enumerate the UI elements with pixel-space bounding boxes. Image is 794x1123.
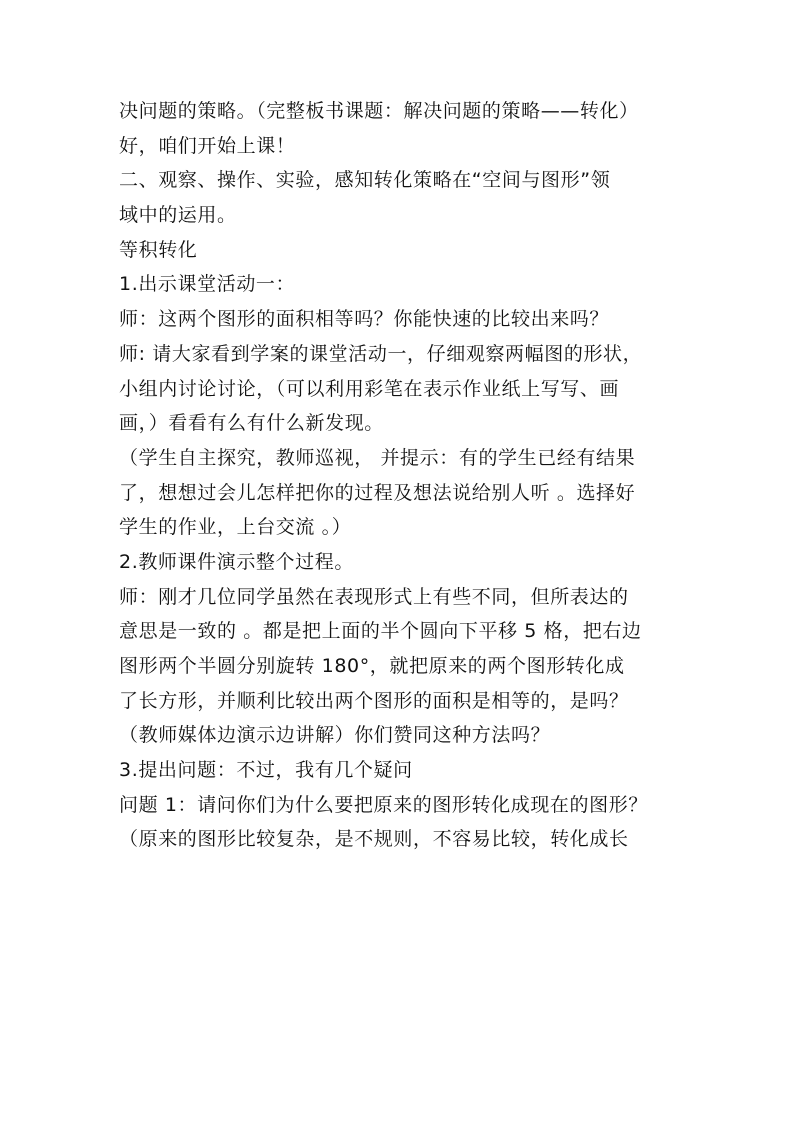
text-line-22: （原来的图形比较复杂，是不规则，不容易比较，转化成长 xyxy=(119,828,629,851)
text-line-19: （教师媒体边演示边讲解）你们赞同这种方法吗？ xyxy=(119,724,551,747)
text-line-3: 二、观察、操作、实验，感知转化策略在“空间与图形”领 xyxy=(119,169,611,192)
text-line-2: 好，咱们开始上课！ xyxy=(119,134,296,157)
text-line-12: 了，想想过会儿怎样把你的过程及想法说给别人听 。选择好 xyxy=(119,481,636,504)
text-line-20: 3.提出问题：不过，我有几个疑问 xyxy=(119,759,413,782)
text-line-7: 师：这两个图形的面积相等吗？你能快速的比较出来吗？ xyxy=(119,308,610,331)
text-line-4: 域中的运用。 xyxy=(119,204,237,227)
text-line-11: （学生自主探究，教师巡视， 并提示：有的学生已经有结果 xyxy=(119,446,636,469)
text-line-18: 了长方形，并顺利比较出两个图形的面积是相等的，是吗？ xyxy=(119,689,629,712)
text-line-6: 1.出示课堂活动一： xyxy=(119,273,296,296)
text-line-9: 小组内讨论讨论，（可以利用彩笔在表示作业纸上写写、画 xyxy=(119,377,620,400)
text-line-10: 画，）看看有么有什么新发现。 xyxy=(119,412,384,435)
text-line-1: 决问题的策略。（完整板书课题：解决问题的策略——转化） xyxy=(119,100,639,122)
text-line-16: 意思是一致的 。都是把上面的半个圆向下平移 5 格，把右边 xyxy=(119,620,642,643)
text-line-15: 师：刚才几位同学虽然在表现形式上有些不同，但所表达的 xyxy=(119,585,629,608)
text-line-5: 等积转化 xyxy=(119,238,198,261)
text-line-13: 学生的作业，上台交流 。） xyxy=(119,516,352,539)
text-line-14: 2.教师课件演示整个过程。 xyxy=(119,550,354,573)
text-line-21: 问题 1：请问你们为什么要把原来的图形转化成现在的图形？ xyxy=(119,793,648,816)
text-line-17: 图形两个半圆分别旋转 180°，就把原来的两个图形转化成 xyxy=(119,655,625,677)
text-line-8: 师: 请大家看到学案的课堂活动一，仔细观察两幅图的形状， xyxy=(119,342,643,365)
document-body xyxy=(119,94,689,857)
